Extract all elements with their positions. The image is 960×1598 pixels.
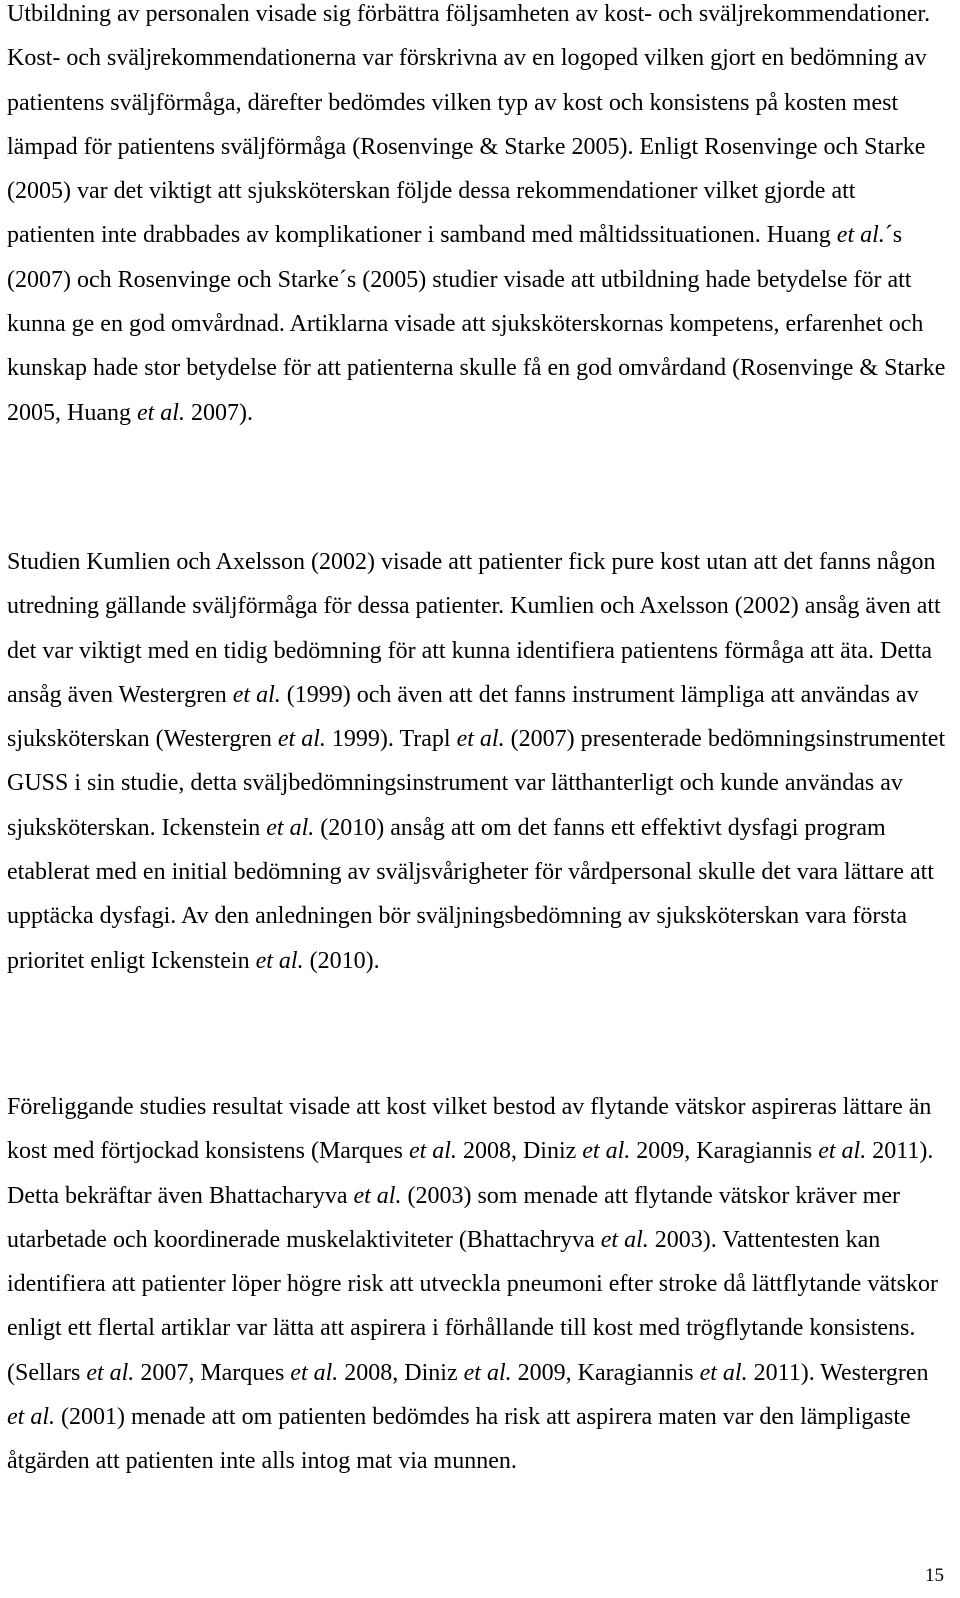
text-segment: 2011). Westergren <box>747 1359 929 1386</box>
italic-text-segment: et al. <box>463 1359 512 1386</box>
italic-text-segment: et al. <box>353 1182 402 1209</box>
text-segment: (2003) som menade att flytande vätskor kräver mer utarbetade och koordinerade muskelaktiviteter (Bhattachryva <box>7 1182 900 1253</box>
text-segment: 2009, Karagiannis <box>630 1138 819 1165</box>
italic-text-segment: et al. <box>255 947 304 974</box>
text-segment: 2007, Marques <box>134 1359 291 1386</box>
paragraph-2 <box>7 540 947 983</box>
page-number: 15 <box>925 1565 944 1586</box>
text-segment: (2007) presenterade bedömningsinstrumentet GUSS i sin studie, detta sväljbedömningsinstrument var lätthanterligt och kunde användas av sjuksköterskan. Ickenstein <box>7 726 946 841</box>
text-segment: 2009, Karagiannis <box>511 1359 700 1386</box>
italic-text-segment: et al. <box>699 1359 748 1386</box>
text-segment: 2008, Diniz <box>456 1138 583 1165</box>
text-segment: Studien Kumlien och Axelsson (2002) visade att patienter fick pure kost utan att det fanns någon utredning gällande sväljförmåga för dessa patienter. Kumlien och Axelsson (2002) ansåg även att det var viktigt med en tidig bedömning för att kunna identifiera patientens förmåga att äta. Detta ansåg även Westergren <box>7 549 941 708</box>
paragraph-1 <box>7 0 947 435</box>
text-segment: (2010). <box>303 947 380 974</box>
italic-text-segment: et al. <box>582 1138 631 1165</box>
italic-text-segment: et al. <box>266 814 315 841</box>
text-segment: 2011). Detta bekräftar även Bhattacharyva <box>7 1138 934 1209</box>
italic-text-segment: et al. <box>232 681 281 708</box>
italic-text-segment: et al. <box>456 726 505 753</box>
italic-text-segment: et al. <box>277 726 326 753</box>
italic-text-segment: et al. <box>836 222 885 249</box>
italic-text-segment: et al. <box>86 1359 135 1386</box>
italic-text-segment: et al. <box>408 1138 457 1165</box>
italic-text-segment: et al. <box>7 1404 55 1431</box>
text-segment: ´s (2007) och Rosenvinge och Starke´s (2005) studier visade att utbildning hade betydelse för att kunna ge en god omvårdnad. Artiklarna visade att sjuksköterskornas kompetens, erfarenhet och kunskap hade stor betydelse för att patienterna skulle få en god omvårdand (Rosenvinge & Starke 2005, Huang <box>7 222 946 426</box>
text-segment: Utbildning av personalen visade sig förbättra följsamheten av kost- och sväljrekommendationer. Kost- och sväljrekommendationerna var förskrivna av en logoped vilken gjort en bedömning av patientens sväljförmåga, därefter bedömdes vilken typ av kost och konsistens på kosten mest lämpad för patientens sväljförmåga (Rosenvinge & Starke 2005). Enligt Rosenvinge och Starke (2005) var det viktigt att sjuksköterskan följde dessa rekommendationer vilket gjorde att patienten inte drabbades av komplikationer i samband med måltidssituationen. Huang <box>7 1 931 249</box>
text-segment: 2008, Diniz <box>338 1359 464 1386</box>
italic-text-segment: et al. <box>600 1226 649 1253</box>
italic-text-segment: et al. <box>136 399 185 426</box>
text-segment: 1999). Trapl <box>325 726 457 753</box>
text-segment: (2001) menade att om patienten bedömdes ha risk att aspirera maten var den lämpligaste åtgärden att patienten inte alls intog mat via munnen. <box>7 1404 911 1475</box>
italic-text-segment: et al. <box>818 1138 867 1165</box>
text-segment: (1999) och även att det fanns instrument lämpliga att användas av sjuksköterskan (Westergren <box>7 681 919 753</box>
italic-text-segment: et al. <box>290 1359 339 1386</box>
text-segment: Föreliggande studies resultat visade att kost vilket bestod av flytande vätskor aspireras lättare än kost med förtjockad konsistens (Marques <box>7 1094 932 1165</box>
paragraph-3 <box>7 1085 947 1484</box>
text-segment: 2003). Vattentesten kan identifiera att patienter löper högre risk att utveckla pneumoni efter stroke då lättflytande vätskor enligt ett flertal artiklar var lätta att aspirera i förhållande till kost med trögflytande konsistens. (Sellars <box>7 1226 938 1386</box>
text-segment: 2007). <box>184 399 253 426</box>
text-segment: (2010) ansåg att om det fanns ett effektivt dysfagi program etablerat med en initial bedömning av sväljsvårigheter för vårdpersonal skulle det vara lättare att upptäcka dysfagi. Av den anledningen bör sväljningsbedömning av sjuksköterskan vara första prioritet enligt Ickenstein <box>7 814 934 974</box>
